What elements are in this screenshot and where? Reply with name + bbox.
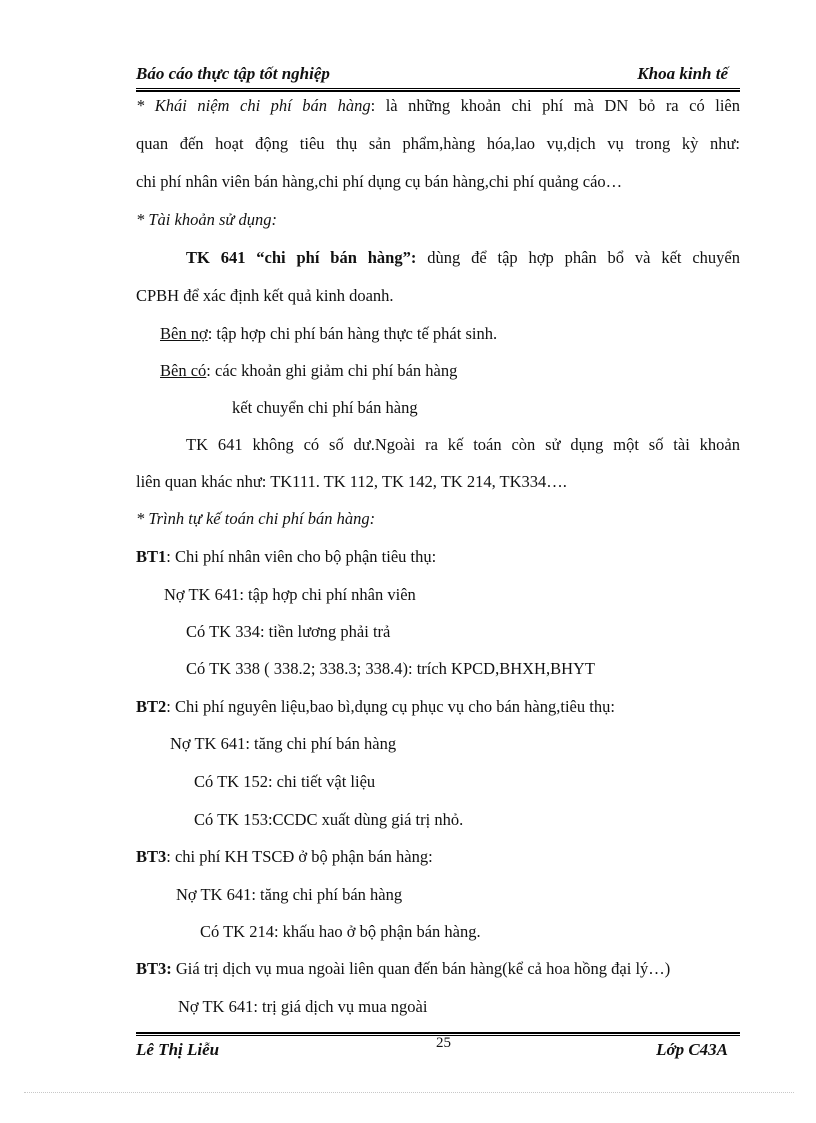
entry-text: : Chi phí nguyên liệu,bao bì,dụng cụ phục vụ cho bán hàng,tiêu thụ: xyxy=(166,697,615,716)
entry-heading xyxy=(136,697,615,717)
body-line: TK 641 không có số dư.Ngoài ra kế toán còn sử dụng một số tài khoản xyxy=(186,435,740,454)
page-number: 25 xyxy=(436,1035,451,1051)
debit-entry: Nợ TK 641: tăng chi phí bán hàng xyxy=(170,734,397,753)
credit-line xyxy=(160,361,457,381)
body-line: liên quan khác như: TK111. TK 112, TK 142, TK 214, TK334…. xyxy=(136,472,567,491)
credit-entry: Có TK 334: tiền lương phải trả xyxy=(186,622,391,641)
section-heading: * Trình tự kế toán chi phí bán hàng: xyxy=(136,509,376,528)
body-line: chi phí nhân viên bán hàng,chi phí dụng cụ bán hàng,chi phí quảng cáo… xyxy=(136,172,623,191)
entry-label: BT2 xyxy=(136,697,167,716)
body-line: quan đến hoạt động tiêu thụ sản phẩm,hàng hóa,lao vụ,dịch vụ trong kỳ như: xyxy=(136,134,740,153)
debit-text: : tập hợp chi phí bán hàng thực tế phát sinh. xyxy=(207,324,498,343)
concept-text: : là những khoản chi phí mà DN bỏ ra có liên xyxy=(370,96,741,115)
credit-entry: Có TK 338 ( 338.2; 338.3; 338.4): trích KPCD,BHXH,BHYT xyxy=(186,659,595,678)
account-description: dùng để tập hợp phân bổ và kết chuyển xyxy=(416,248,740,267)
header-title: Báo cáo thực tập tốt nghiệp xyxy=(136,64,330,83)
header-rule xyxy=(136,88,740,92)
body-line xyxy=(186,248,740,268)
entry-label: BT3: xyxy=(136,959,172,978)
entry-text: : Chi phí nhân viên cho bộ phận tiêu thụ: xyxy=(166,547,437,566)
debit-line xyxy=(160,324,497,344)
credit-entry: Có TK 214: khấu hao ở bộ phận bán hàng. xyxy=(200,922,481,941)
entry-text: : chi phí KH TSCĐ ở bộ phận bán hàng: xyxy=(166,847,433,866)
header-department: Khoa kinh tế xyxy=(637,64,728,83)
entry-label: BT3 xyxy=(136,847,167,866)
page-bottom-border xyxy=(24,1092,794,1093)
credit-text: : các khoản ghi giảm chi phí bán hàng xyxy=(206,361,458,380)
section-heading: * Tài khoản sử dụng: xyxy=(136,210,277,229)
page-header xyxy=(136,64,740,88)
debit-label: Bên nợ xyxy=(160,324,208,343)
credit-label: Bên có xyxy=(160,361,207,380)
debit-entry: Nợ TK 641: tăng chi phí bán hàng xyxy=(176,885,403,904)
credit-entry: Có TK 153:CCDC xuất dùng giá trị nhỏ. xyxy=(194,810,464,829)
debit-entry: Nợ TK 641: tập hợp chi phí nhân viên xyxy=(164,585,416,604)
credit-entry: Có TK 152: chi tiết vật liệu xyxy=(194,772,376,791)
entry-heading xyxy=(136,959,670,979)
body-line xyxy=(136,96,740,116)
footer-author: Lê Thị Liễu xyxy=(136,1040,220,1059)
account-title: TK 641 “chi phí bán hàng”: xyxy=(186,248,417,267)
entry-heading xyxy=(136,547,436,567)
entry-label: BT1 xyxy=(136,547,167,566)
concept-label: * Khái niệm chi phí bán hàng xyxy=(136,96,371,115)
body-line: CPBH để xác định kết quả kinh doanh. xyxy=(136,286,394,305)
footer-class: Lớp C43A xyxy=(656,1040,728,1059)
entry-heading xyxy=(136,847,433,867)
body-line: kết chuyển chi phí bán hàng xyxy=(232,398,418,417)
debit-entry: Nợ TK 641: trị giá dịch vụ mua ngoài xyxy=(178,997,428,1016)
entry-text: Giá trị dịch vụ mua ngoài liên quan đến bán hàng(kể cả hoa hồng đại lý…) xyxy=(171,959,671,978)
